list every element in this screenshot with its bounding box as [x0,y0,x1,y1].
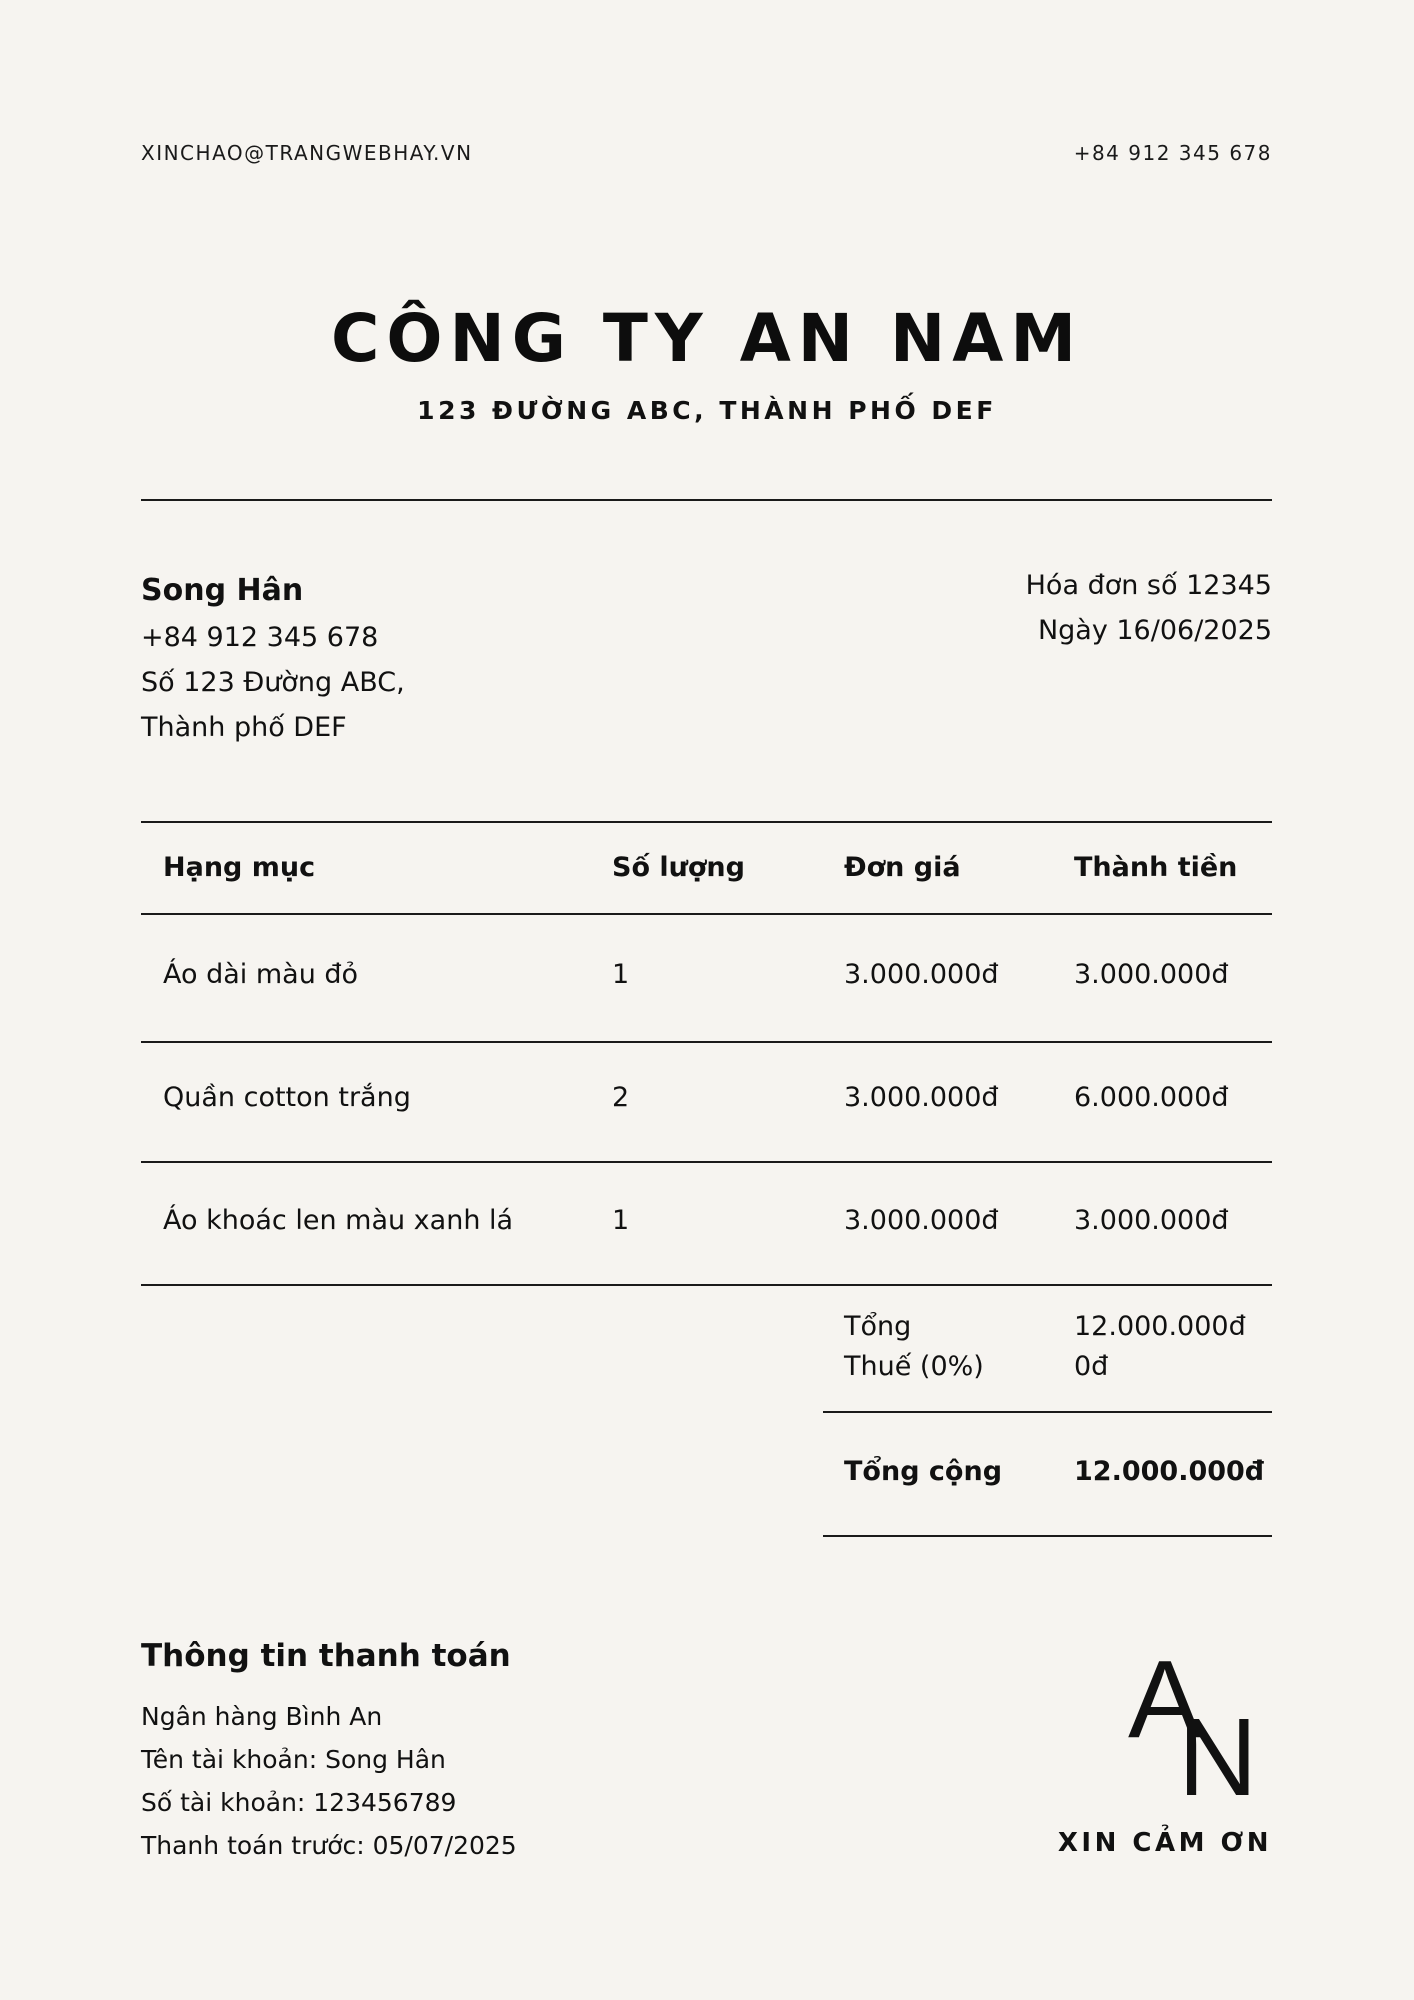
header-item: Hạng mục [163,852,316,883]
row-quantity: 1 [612,959,630,990]
subtotal-value: 12.000.000đ [1074,1311,1246,1342]
row-line-total: 6.000.000đ [1074,1082,1229,1113]
row-quantity: 2 [612,1082,630,1113]
summary-divider [823,1411,1272,1413]
tax-value: 0đ [1074,1351,1109,1382]
header-line-total: Thành tiền [1074,852,1238,883]
payment-account-number: Số tài khoản: 123456789 [141,1788,457,1817]
logo-letter-a: A [1128,1655,1202,1761]
grand-total-label: Tổng cộng [844,1456,1003,1487]
payment-title: Thông tin thanh toán [141,1638,511,1674]
table-bottom-rule [141,1284,1272,1286]
payment-account-name: Tên tài khoản: Song Hân [141,1745,446,1774]
summary-bottom-rule [823,1535,1272,1537]
header-quantity: Số lượng [612,852,745,883]
row-line-total: 3.000.000đ [1074,1205,1229,1236]
header-phone: +84 912 345 678 [1073,141,1272,165]
table-top-rule [141,821,1272,823]
row-item: Quần cotton trắng [163,1082,411,1113]
table-header-rule [141,913,1272,915]
grand-total-value: 12.000.000đ [1074,1456,1265,1487]
header-email: XINCHAO@TRANGWEBHAY.VN [141,141,473,165]
customer-address-line1: Số 123 Đường ABC, [141,667,405,698]
row-divider [141,1161,1272,1163]
customer-name: Song Hân [141,573,304,608]
invoice-date: Ngày 16/06/2025 [1037,615,1272,646]
row-item: Áo dài màu đỏ [163,959,359,990]
subtotal-label: Tổng [844,1311,912,1342]
customer-address-line2: Thành phố DEF [141,712,347,743]
row-item: Áo khoác len màu xanh lá [163,1205,514,1236]
row-unit-price: 3.000.000đ [844,1082,999,1113]
logo-letter-n: N [1178,1696,1258,1805]
payment-due-date: Thanh toán trước: 05/07/2025 [141,1831,517,1860]
row-quantity: 1 [612,1205,630,1236]
row-unit-price: 3.000.000đ [844,959,999,990]
row-line-total: 3.000.000đ [1074,959,1229,990]
header-divider [141,499,1272,501]
company-address: 123 ĐƯỜNG ABC, THÀNH PHỐ DEF [417,396,997,425]
row-divider [141,1041,1272,1043]
invoice-number: Hóa đơn số 12345 [1025,570,1272,601]
payment-bank: Ngân hàng Bình An [141,1702,383,1731]
tax-label: Thuế (0%) [844,1351,984,1382]
customer-phone: +84 912 345 678 [141,622,379,653]
company-name: CÔNG TY AN NAM [330,300,1083,377]
an-monogram-logo [1124,1655,1272,1805]
header-unit-price: Đơn giá [844,852,961,883]
thank-you-text: XIN CẢM ƠN [1057,1828,1272,1858]
row-unit-price: 3.000.000đ [844,1205,999,1236]
